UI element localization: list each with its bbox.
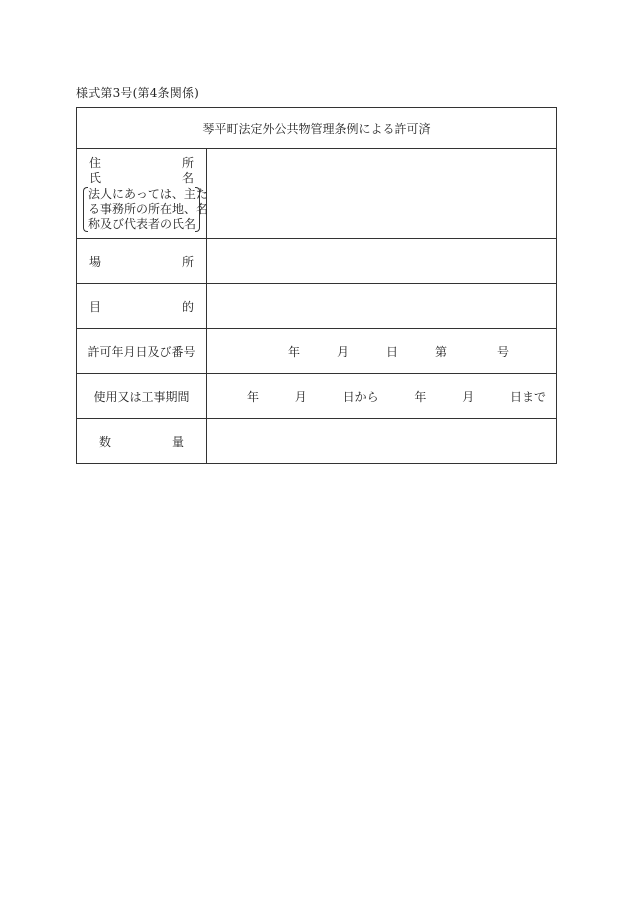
corporation-note bbox=[83, 186, 209, 232]
form-number-label: 様式第3号(第4条関係) bbox=[76, 86, 200, 100]
address-label-right: 所 bbox=[181, 155, 194, 170]
permit-dai-label: 第 bbox=[434, 344, 447, 359]
address-label-cell bbox=[77, 149, 207, 239]
permit-date-row bbox=[77, 329, 557, 374]
place-label-left: 場 bbox=[89, 254, 102, 269]
period-end-day-unit: 日まで bbox=[509, 389, 546, 404]
address-value-cell[interactable] bbox=[207, 149, 557, 239]
place-label-cell bbox=[77, 239, 207, 284]
place-row bbox=[77, 239, 557, 284]
permit-date-value-cell[interactable] bbox=[207, 329, 557, 374]
corporation-note-line-1: 法人にあっては、主た bbox=[88, 186, 208, 201]
address-label-left: 住 bbox=[89, 155, 102, 170]
title-row bbox=[77, 108, 557, 149]
period-value-cell[interactable] bbox=[207, 374, 557, 419]
name-label-line bbox=[83, 171, 200, 186]
purpose-value-cell[interactable] bbox=[207, 284, 557, 329]
period-row bbox=[77, 374, 557, 419]
place-value-cell[interactable] bbox=[207, 239, 557, 284]
address-label-line bbox=[83, 156, 200, 171]
period-start-year-unit: 年 bbox=[247, 389, 260, 404]
name-label-right: 名 bbox=[181, 170, 194, 185]
quantity-label-left: 数 bbox=[99, 434, 112, 449]
period-label: 使用又は工事期間 bbox=[93, 389, 190, 404]
permit-year-unit: 年 bbox=[287, 344, 300, 359]
period-end-year-unit: 年 bbox=[414, 389, 427, 404]
permit-day-unit: 日 bbox=[385, 344, 398, 359]
period-label-cell bbox=[77, 374, 207, 419]
purpose-label-left: 目 bbox=[89, 299, 102, 314]
period-end-month-unit: 月 bbox=[462, 389, 475, 404]
form-title: 琴平町法定外公共物管理条例による許可済 bbox=[77, 108, 557, 149]
corporation-note-line-3: 称及び代表者の氏名 bbox=[88, 216, 197, 231]
permit-date-label: 許可年月日及び番号 bbox=[87, 344, 196, 359]
quantity-label-right: 量 bbox=[171, 434, 184, 449]
period-start-day-unit: 日から bbox=[342, 389, 379, 404]
purpose-label-cell bbox=[77, 284, 207, 329]
quantity-row bbox=[77, 419, 557, 464]
quantity-label-cell bbox=[77, 419, 207, 464]
address-row bbox=[77, 149, 557, 239]
quantity-value-cell[interactable] bbox=[207, 419, 557, 464]
purpose-row bbox=[77, 284, 557, 329]
permit-form-table bbox=[76, 107, 557, 464]
permit-date-label-cell bbox=[77, 329, 207, 374]
place-label-right: 所 bbox=[181, 254, 194, 269]
purpose-label-right: 的 bbox=[181, 299, 194, 314]
period-start-month-unit: 月 bbox=[294, 389, 307, 404]
name-label-left: 氏 bbox=[89, 170, 102, 185]
permit-month-unit: 月 bbox=[336, 344, 349, 359]
corporation-note-line-2: る事務所の所在地、名 bbox=[88, 201, 209, 216]
permit-go-label: 号 bbox=[497, 344, 510, 359]
